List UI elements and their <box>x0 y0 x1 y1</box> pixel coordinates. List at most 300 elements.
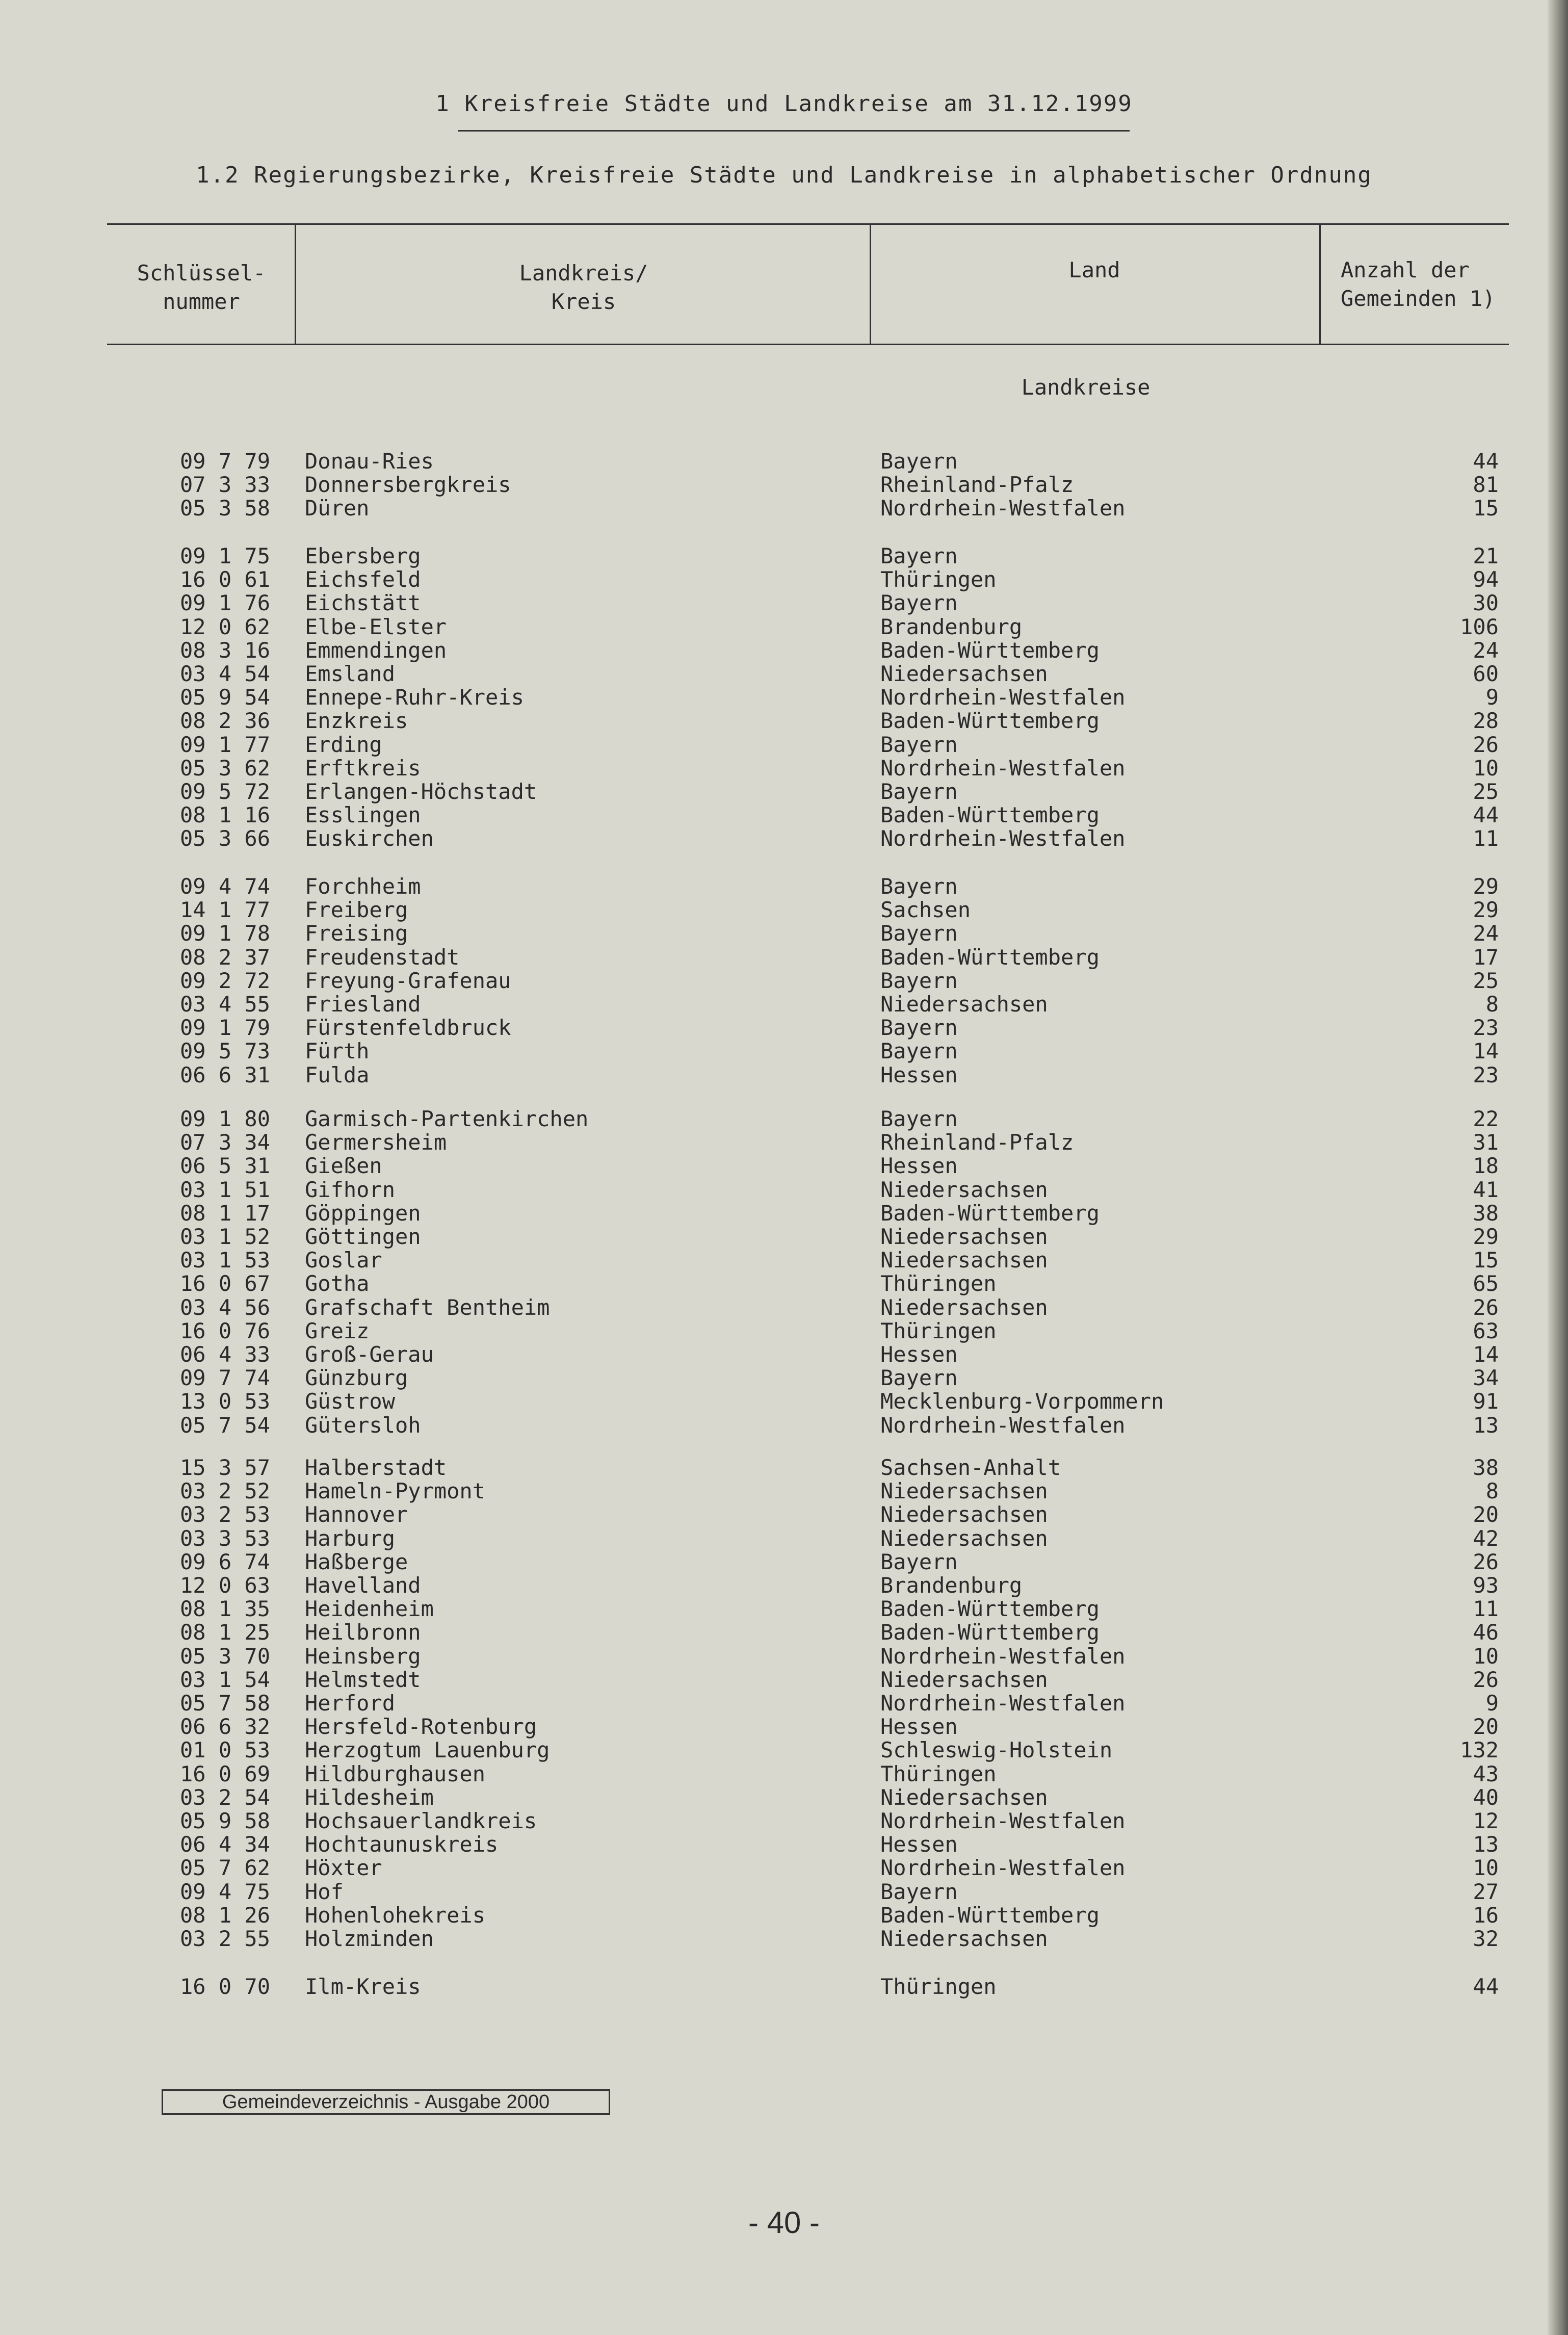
table-row <box>0 1503 1550 1526</box>
key-number: 03 2 53 <box>179 1502 270 1527</box>
state-name: Niedersachsen <box>880 1294 1048 1320</box>
district-name: Fulda <box>305 1062 370 1087</box>
state-name: Rheinland-Pfalz <box>880 472 1074 498</box>
district-name: Ennepe-Ruhr-Kreis <box>305 685 524 710</box>
key-number: 08 1 17 <box>179 1200 270 1226</box>
key-number: 05 7 62 <box>179 1855 270 1881</box>
key-number: 09 4 74 <box>179 874 270 899</box>
table-row <box>0 1131 1550 1154</box>
district-name: Donau-Ries <box>305 449 434 474</box>
table-row <box>0 1272 1550 1295</box>
key-number: 09 1 79 <box>179 1015 270 1041</box>
district-name: Gießen <box>305 1153 382 1179</box>
table-row <box>0 1880 1550 1904</box>
key-number: 09 2 72 <box>179 968 270 993</box>
state-name: Nordrhein-Westfalen <box>880 1691 1126 1716</box>
state-name: Niedersachsen <box>880 1478 1048 1504</box>
header-land-column: Land <box>1068 257 1120 282</box>
key-number: 14 1 77 <box>179 897 270 923</box>
table-row <box>0 1621 1550 1644</box>
table-row <box>0 1480 1550 1503</box>
state-name: Hessen <box>880 1062 958 1087</box>
state-name: Bayern <box>880 1549 958 1574</box>
key-number: 07 3 34 <box>179 1130 270 1155</box>
column-divider <box>1319 224 1321 344</box>
state-name: Bayern <box>880 921 958 946</box>
table-row <box>0 568 1550 591</box>
key-number: 05 3 58 <box>179 496 270 521</box>
district-name: Haßberge <box>305 1549 408 1574</box>
municipality-count: 25 <box>1473 968 1499 993</box>
key-number: 09 1 78 <box>179 921 270 946</box>
key-number: 08 2 37 <box>179 944 270 970</box>
key-number: 08 3 16 <box>179 637 270 663</box>
municipality-count: 43 <box>1473 1761 1499 1786</box>
key-number: 09 1 75 <box>179 543 270 568</box>
state-name: Baden-Württemberg <box>880 1620 1100 1645</box>
page-number: - 40 - <box>748 2206 820 2240</box>
key-number: 06 4 34 <box>179 1832 270 1857</box>
key-number: 09 6 74 <box>179 1549 270 1574</box>
table-row <box>0 757 1550 780</box>
district-name: Elbe-Elster <box>305 614 447 639</box>
district-name: Hochtaunuskreis <box>305 1832 499 1857</box>
state-name: Bayern <box>880 543 958 568</box>
table-row <box>0 1927 1550 1951</box>
municipality-count: 31 <box>1473 1130 1499 1155</box>
municipality-count: 40 <box>1473 1784 1499 1810</box>
key-number: 03 1 53 <box>179 1248 270 1273</box>
municipality-count: 94 <box>1473 567 1499 592</box>
district-name: Germersheim <box>305 1130 447 1155</box>
municipality-count: 24 <box>1473 921 1499 946</box>
table-row <box>0 1296 1550 1319</box>
district-name: Hildesheim <box>305 1784 434 1810</box>
table-row <box>0 1178 1550 1202</box>
table-row <box>0 733 1550 757</box>
key-number: 08 1 25 <box>179 1620 270 1645</box>
key-number: 03 3 53 <box>179 1525 270 1551</box>
key-number: 09 7 79 <box>179 449 270 474</box>
column-divider <box>870 224 871 344</box>
municipality-count: 106 <box>1460 614 1499 639</box>
municipality-count: 10 <box>1473 1855 1499 1881</box>
district-name: Halberstadt <box>305 1455 447 1480</box>
table-row <box>0 615 1550 639</box>
district-name: Hohenlohekreis <box>305 1902 486 1928</box>
district-name: Enzkreis <box>305 708 408 734</box>
district-name: Hameln-Pyrmont <box>305 1478 486 1504</box>
district-name: Hochsauerlandkreis <box>305 1808 537 1833</box>
municipality-count: 14 <box>1473 1342 1499 1367</box>
district-name: Günzburg <box>305 1365 408 1391</box>
district-name: Groß-Gerau <box>305 1342 434 1367</box>
key-number: 06 4 33 <box>179 1342 270 1367</box>
municipality-count: 8 <box>1485 992 1499 1017</box>
table-row <box>0 1833 1550 1856</box>
table-row <box>0 1668 1550 1692</box>
municipality-count: 46 <box>1473 1620 1499 1645</box>
key-number: 16 0 67 <box>179 1271 270 1296</box>
district-name: Gütersloh <box>305 1412 421 1438</box>
key-number: 06 5 31 <box>179 1153 270 1179</box>
municipality-count: 11 <box>1473 826 1499 851</box>
district-name: Hildburghausen <box>305 1761 486 1786</box>
key-number: 03 2 52 <box>179 1478 270 1504</box>
table-row <box>0 946 1550 969</box>
page-heading: 1 Kreisfreie Städte und Landkreise am 31.12.1999 <box>435 91 1133 117</box>
publication-footer: Gemeindeverzeichnis - Ausgabe 2000 <box>162 2089 610 2115</box>
table-row <box>0 473 1550 497</box>
state-name: Niedersachsen <box>880 1667 1048 1692</box>
table-row <box>0 1762 1550 1786</box>
municipality-count: 29 <box>1473 897 1499 923</box>
district-name: Ilm-Kreis <box>305 1974 421 1999</box>
state-name: Sachsen <box>880 897 971 923</box>
key-number: 05 7 58 <box>179 1691 270 1716</box>
key-number: 05 7 54 <box>179 1412 270 1438</box>
table-row <box>0 1040 1550 1063</box>
key-number: 03 4 54 <box>179 661 270 686</box>
state-name: Hessen <box>880 1153 958 1179</box>
state-name: Hessen <box>880 1714 958 1740</box>
municipality-count: 132 <box>1460 1737 1499 1763</box>
district-name: Hof <box>305 1879 344 1904</box>
table-row <box>0 1550 1550 1574</box>
municipality-count: 60 <box>1473 661 1499 686</box>
table-row <box>0 544 1550 568</box>
table-row <box>0 1154 1550 1178</box>
district-name: Göppingen <box>305 1200 421 1226</box>
municipality-count: 26 <box>1473 1667 1499 1692</box>
state-name: Niedersachsen <box>880 1177 1048 1202</box>
district-name: Eichstätt <box>305 590 421 616</box>
state-name: Schleswig-Holstein <box>880 1737 1113 1763</box>
municipality-count: 10 <box>1473 755 1499 781</box>
municipality-count: 24 <box>1473 637 1499 663</box>
district-name: Gifhorn <box>305 1177 396 1202</box>
state-name: Thüringen <box>880 1271 997 1296</box>
municipality-count: 8 <box>1485 1478 1499 1504</box>
key-number: 15 3 57 <box>179 1455 270 1480</box>
section-label: Landkreise <box>1021 375 1151 400</box>
table-row <box>0 1456 1550 1480</box>
table-row <box>0 1319 1550 1343</box>
state-name: Brandenburg <box>880 614 1023 639</box>
district-name: Freising <box>305 921 408 946</box>
table-row <box>0 1692 1550 1715</box>
key-number: 07 3 33 <box>179 472 270 498</box>
table-row <box>0 1202 1550 1225</box>
district-name: Hannover <box>305 1502 408 1527</box>
municipality-count: 28 <box>1473 708 1499 734</box>
municipality-count: 34 <box>1473 1365 1499 1391</box>
state-name: Niedersachsen <box>880 1248 1048 1273</box>
column-divider <box>295 224 296 344</box>
municipality-count: 65 <box>1473 1271 1499 1296</box>
district-name: Fürth <box>305 1039 370 1064</box>
key-number: 09 7 74 <box>179 1365 270 1391</box>
table-row <box>0 709 1550 733</box>
state-name: Hessen <box>880 1342 958 1367</box>
state-name: Nordrhein-Westfalen <box>880 755 1126 781</box>
district-name: Havelland <box>305 1573 421 1598</box>
key-number: 03 1 51 <box>179 1177 270 1202</box>
table-row <box>0 1739 1550 1762</box>
key-number: 09 5 73 <box>179 1039 270 1064</box>
district-name: Eichsfeld <box>305 567 421 592</box>
table-row <box>0 1249 1550 1272</box>
municipality-count: 14 <box>1473 1039 1499 1064</box>
municipality-count: 32 <box>1473 1926 1499 1951</box>
table-row <box>0 1715 1550 1739</box>
municipality-count: 44 <box>1473 449 1499 474</box>
key-number: 03 1 52 <box>179 1224 270 1249</box>
municipality-count: 9 <box>1485 1691 1499 1716</box>
municipality-count: 13 <box>1473 1832 1499 1857</box>
state-name: Bayern <box>880 590 958 616</box>
table-row <box>0 1366 1550 1390</box>
district-name: Hersfeld-Rotenburg <box>305 1714 537 1740</box>
state-name: Baden-Württemberg <box>880 1596 1100 1622</box>
municipality-count: 17 <box>1473 944 1499 970</box>
header-key-column: Schlüssel- nummer <box>137 261 266 314</box>
district-name: Fürstenfeldbruck <box>305 1015 511 1041</box>
table-row <box>0 1904 1550 1927</box>
district-name: Göttingen <box>305 1224 421 1249</box>
district-name: Garmisch-Partenkirchen <box>305 1106 589 1131</box>
table-row <box>0 591 1550 615</box>
key-number: 03 1 54 <box>179 1667 270 1692</box>
heading-underline <box>458 130 1130 132</box>
table-row <box>0 686 1550 709</box>
table-row <box>0 1645 1550 1668</box>
state-name: Bayern <box>880 1106 958 1131</box>
district-name: Güstrow <box>305 1389 396 1414</box>
municipality-count: 12 <box>1473 1808 1499 1833</box>
district-name: Freiberg <box>305 897 408 923</box>
key-number: 08 1 26 <box>179 1902 270 1928</box>
table-row <box>0 1414 1550 1437</box>
state-name: Thüringen <box>880 1761 997 1786</box>
key-number: 09 1 76 <box>179 590 270 616</box>
municipality-count: 42 <box>1473 1525 1499 1551</box>
state-name: Baden-Württemberg <box>880 708 1100 734</box>
key-number: 06 6 31 <box>179 1062 270 1087</box>
district-name: Holzminden <box>305 1926 434 1951</box>
table-row <box>0 1786 1550 1809</box>
municipality-count: 11 <box>1473 1596 1499 1622</box>
state-name: Nordrhein-Westfalen <box>880 1412 1126 1438</box>
key-number: 06 6 32 <box>179 1714 270 1740</box>
municipality-count: 27 <box>1473 1879 1499 1904</box>
key-number: 03 2 54 <box>179 1784 270 1810</box>
state-name: Bayern <box>880 1039 958 1064</box>
municipality-count: 44 <box>1473 802 1499 828</box>
district-name: Freudenstadt <box>305 944 460 970</box>
district-name: Euskirchen <box>305 826 434 851</box>
key-number: 05 3 66 <box>179 826 270 851</box>
key-number: 09 1 80 <box>179 1106 270 1131</box>
state-name: Niedersachsen <box>880 992 1048 1017</box>
municipality-count: 26 <box>1473 1294 1499 1320</box>
key-number: 09 5 72 <box>179 779 270 804</box>
table-header-top-rule <box>107 223 1509 225</box>
state-name: Niedersachsen <box>880 1525 1048 1551</box>
municipality-count: 13 <box>1473 1412 1499 1438</box>
table-row <box>0 875 1550 898</box>
table-row <box>0 639 1550 662</box>
municipality-count: 63 <box>1473 1318 1499 1343</box>
district-name: Esslingen <box>305 802 421 828</box>
table-header-bottom-rule <box>107 344 1509 345</box>
table-row <box>0 1343 1550 1366</box>
district-name: Freyung-Grafenau <box>305 968 511 993</box>
table-row <box>0 1597 1550 1621</box>
key-number: 05 3 70 <box>179 1643 270 1669</box>
table-row <box>0 780 1550 803</box>
state-name: Thüringen <box>880 1974 997 1999</box>
key-number: 16 0 61 <box>179 567 270 592</box>
table-row <box>0 993 1550 1016</box>
key-number: 08 1 16 <box>179 802 270 828</box>
state-name: Nordrhein-Westfalen <box>880 496 1126 521</box>
municipality-count: 16 <box>1473 1902 1499 1928</box>
district-name: Erlangen-Höchstadt <box>305 779 537 804</box>
state-name: Thüringen <box>880 1318 997 1343</box>
municipality-count: 26 <box>1473 732 1499 757</box>
state-name: Bayern <box>880 1879 958 1904</box>
state-name: Niedersachsen <box>880 1224 1048 1249</box>
table-row <box>0 969 1550 993</box>
municipality-count: 22 <box>1473 1106 1499 1131</box>
table-row <box>0 1107 1550 1131</box>
table-row <box>0 1390 1550 1413</box>
municipality-count: 30 <box>1473 590 1499 616</box>
district-name: Grafschaft Bentheim <box>305 1294 550 1320</box>
key-number: 16 0 69 <box>179 1761 270 1786</box>
table-row <box>0 803 1550 827</box>
header-count-column: Anzahl der Gemeinden 1) <box>1341 257 1496 311</box>
municipality-count: 91 <box>1473 1389 1499 1414</box>
table-row <box>0 1225 1550 1249</box>
municipality-count: 18 <box>1473 1153 1499 1179</box>
table-row <box>0 898 1550 922</box>
key-number: 09 1 77 <box>179 732 270 757</box>
district-name: Herford <box>305 1691 396 1716</box>
district-name: Gotha <box>305 1271 370 1296</box>
district-name: Ebersberg <box>305 543 421 568</box>
municipality-count: 23 <box>1473 1062 1499 1087</box>
state-name: Niedersachsen <box>880 661 1048 686</box>
state-name: Baden-Württemberg <box>880 637 1100 663</box>
table-row <box>0 1016 1550 1040</box>
key-number: 05 9 58 <box>179 1808 270 1833</box>
district-name: Forchheim <box>305 874 421 899</box>
district-name: Heilbronn <box>305 1620 421 1645</box>
table-row <box>0 662 1550 686</box>
state-name: Bayern <box>880 732 958 757</box>
key-number: 05 9 54 <box>179 685 270 710</box>
table-row <box>0 1975 1550 1999</box>
municipality-count: 15 <box>1473 496 1499 521</box>
table-row <box>0 1574 1550 1597</box>
state-name: Baden-Württemberg <box>880 1902 1100 1928</box>
state-name: Bayern <box>880 449 958 474</box>
district-name: Düren <box>305 496 370 521</box>
municipality-count: 15 <box>1473 1248 1499 1273</box>
state-name: Bayern <box>880 968 958 993</box>
state-name: Hessen <box>880 1832 958 1857</box>
page-subheading: 1.2 Regierungsbezirke, Kreisfreie Städte und Landkreise in alphabetischer Ordnung <box>196 162 1372 188</box>
municipality-count: 41 <box>1473 1177 1499 1202</box>
district-name: Helmstedt <box>305 1667 421 1692</box>
state-name: Nordrhein-Westfalen <box>880 826 1126 851</box>
district-name: Erftkreis <box>305 755 421 781</box>
table-row <box>0 1809 1550 1833</box>
state-name: Bayern <box>880 874 958 899</box>
district-name: Greiz <box>305 1318 370 1343</box>
district-name: Goslar <box>305 1248 382 1273</box>
state-name: Niedersachsen <box>880 1502 1048 1527</box>
key-number: 08 2 36 <box>179 708 270 734</box>
key-number: 12 0 63 <box>179 1573 270 1598</box>
key-number: 03 2 55 <box>179 1926 270 1951</box>
table-row <box>0 827 1550 850</box>
key-number: 03 4 56 <box>179 1294 270 1320</box>
table-row <box>0 497 1550 520</box>
municipality-count: 25 <box>1473 779 1499 804</box>
key-number: 08 1 35 <box>179 1596 270 1622</box>
state-name: Nordrhein-Westfalen <box>880 1643 1126 1669</box>
table-row <box>0 922 1550 945</box>
key-number: 01 0 53 <box>179 1737 270 1763</box>
state-name: Niedersachsen <box>880 1784 1048 1810</box>
table-row <box>0 1856 1550 1880</box>
district-name: Harburg <box>305 1525 396 1551</box>
key-number: 13 0 53 <box>179 1389 270 1414</box>
municipality-count: 21 <box>1473 543 1499 568</box>
state-name: Mecklenburg-Vorpommern <box>880 1389 1164 1414</box>
district-name: Erding <box>305 732 382 757</box>
municipality-count: 10 <box>1473 1643 1499 1669</box>
state-name: Niedersachsen <box>880 1926 1048 1951</box>
district-name: Heinsberg <box>305 1643 421 1669</box>
municipality-count: 81 <box>1473 472 1499 498</box>
municipality-count: 38 <box>1473 1455 1499 1480</box>
key-number: 05 3 62 <box>179 755 270 781</box>
district-name: Friesland <box>305 992 421 1017</box>
municipality-count: 29 <box>1473 874 1499 899</box>
key-number: 16 0 70 <box>179 1974 270 1999</box>
key-number: 09 4 75 <box>179 1879 270 1904</box>
state-name: Thüringen <box>880 567 997 592</box>
municipality-count: 44 <box>1473 1974 1499 1999</box>
municipality-count: 26 <box>1473 1549 1499 1574</box>
district-name: Höxter <box>305 1855 382 1881</box>
state-name: Sachsen-Anhalt <box>880 1455 1061 1480</box>
municipality-count: 93 <box>1473 1573 1499 1598</box>
state-name: Baden-Württemberg <box>880 1200 1100 1226</box>
district-name: Emsland <box>305 661 396 686</box>
key-number: 16 0 76 <box>179 1318 270 1343</box>
district-name: Emmendingen <box>305 637 447 663</box>
state-name: Baden-Württemberg <box>880 802 1100 828</box>
state-name: Nordrhein-Westfalen <box>880 685 1126 710</box>
municipality-count: 38 <box>1473 1200 1499 1226</box>
municipality-count: 20 <box>1473 1502 1499 1527</box>
state-name: Brandenburg <box>880 1573 1023 1598</box>
